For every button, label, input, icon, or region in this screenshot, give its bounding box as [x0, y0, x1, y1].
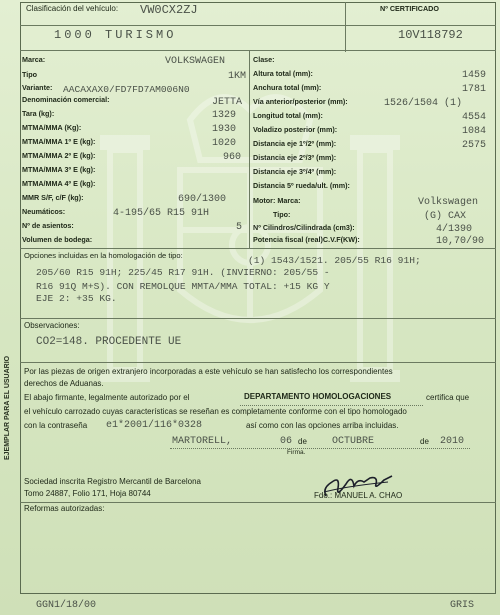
cert-text: Por las piezas de origen extranjero incorporadas a este vehículo se han satisfecho los correspondientes [24, 367, 393, 376]
header-bottom-rule [20, 50, 496, 51]
cert-text: el vehículo carrozado cuyas características se reseñan es completamente conforme con el tipo homologado [24, 407, 407, 416]
field-label: Voladizo posterior (mm): [253, 125, 338, 134]
cert-text: certifica que [426, 393, 470, 402]
options-line: R16 91Q M+S). CON REMOLQUE MMTA/MMA TOTAL: +15 KG Y [36, 281, 330, 292]
field-label: Tara (kg): [22, 109, 55, 118]
classification-value: VW0CX2ZJ [140, 3, 198, 17]
date-dotted-line [170, 448, 470, 449]
day-value: 06 [280, 436, 293, 447]
field-value: 960 [223, 152, 242, 163]
observations-bottom-rule [20, 362, 496, 363]
field-value: 10,70/90 [436, 236, 485, 247]
field-label: Neumáticos: [22, 207, 66, 216]
options-bottom-rule [20, 318, 496, 319]
field-label: Distancia 5º rueda/ult. (mm): [253, 181, 350, 190]
field-label: Altura total (mm): [253, 69, 313, 78]
field-label: Nº Cilindros/Cilindrada (cm3): [253, 223, 355, 232]
field-label: Denominación comercial: [22, 95, 110, 104]
department-name: DEPARTAMENTO HOMOLOGACIONES [244, 392, 392, 401]
cert-bottom-rule [20, 502, 496, 503]
observations-label: Observaciones: [24, 321, 80, 330]
side-label: EJEMPLAR PARA EL USUARIO [4, 355, 11, 460]
field-label: Tipo: [273, 210, 291, 219]
field-value: 1459 [462, 70, 487, 81]
field-label: Tipo [22, 70, 38, 79]
field-label: MMR S/F, c/F (kg): [22, 193, 84, 202]
column-divider [249, 50, 250, 248]
de-text: de [420, 437, 429, 446]
place-value: MARTORELL, [172, 436, 233, 447]
field-value: JETTA [212, 97, 243, 108]
field-value: 1526/1504 (1) [384, 98, 463, 109]
field-label: Clase: [253, 55, 275, 64]
cert-text: con la contraseña [24, 421, 88, 430]
de-text: de [298, 437, 307, 446]
field-label: MTMA/MMA 2º E (kg): [22, 151, 96, 160]
observations-value: CO2=148. PROCEDENTE UE [36, 336, 182, 348]
field-value: 1084 [462, 126, 487, 137]
field-value: 4554 [462, 112, 487, 123]
field-value: 4/1390 [436, 224, 473, 235]
field-label: Motor: Marca: [253, 196, 301, 205]
dept-dotted-line [240, 405, 423, 406]
field-value: 1781 [462, 84, 487, 95]
field-label: Distancia eje 2º/3º (mm): [253, 153, 337, 162]
header-rule [20, 25, 496, 26]
field-label: Distancia eje 1º/2º (mm): [253, 139, 337, 148]
signer-name: Fdo.: MANUEL A. CHAO [314, 491, 403, 500]
field-value: 2575 [462, 140, 487, 151]
field-value: 4-195/65 R15 91H [113, 208, 210, 219]
field-value: 5 [236, 222, 243, 233]
options-line: EJE 2: +35 KG. [36, 293, 117, 304]
category-value: 1000 TURISMO [54, 28, 177, 42]
field-label: Anchura total (mm): [253, 83, 322, 92]
field-label: Variante: [22, 83, 53, 92]
field-value: (G) CAX [424, 211, 467, 222]
classification-label: Clasificación del vehículo: [26, 4, 119, 13]
signature-caption: Firma. [287, 449, 306, 456]
header-divider [345, 2, 346, 52]
field-value: AACAXAX0/FD7FD7AM006N0 [63, 84, 190, 95]
field-label: MTMA/MMA 3º E (kg): [22, 165, 96, 174]
field-label: Nº de asientos: [22, 221, 74, 230]
field-value: Volkswagen [418, 197, 479, 208]
cert-text: El abajo firmante, legalmente autorizado por el [24, 393, 190, 402]
form-code: GGN1/18/00 [36, 600, 97, 611]
field-value: 1930 [212, 124, 237, 135]
field-label: Vía anterior/posterior (mm): [253, 97, 348, 106]
cert-text: derechos de Aduanas. [24, 379, 104, 388]
color-value: GRIS [450, 600, 475, 611]
year-value: 2010 [440, 436, 465, 447]
field-value: 690/1300 [178, 194, 227, 205]
field-label: Marca: [22, 55, 46, 64]
field-label: MTMA/MMA 1º E (kg): [22, 137, 96, 146]
options-line: 205/60 R15 91H; 225/45 R17 91H. (INVIERNO: 205/55 - [36, 267, 330, 278]
month-value: OCTUBRE [332, 436, 375, 447]
fields-bottom-rule [20, 248, 496, 249]
reforms-label: Reformas autorizadas: [24, 504, 105, 513]
field-label: MTMA/MMA (Kg): [22, 123, 82, 132]
certificate-number-label: Nº CERTIFICADO [380, 4, 439, 13]
options-label: Opciones incluidas en la homologación de tipo: [24, 251, 183, 260]
cert-text: así como con las opciones arriba incluidas. [246, 421, 399, 430]
field-label: Potencia fiscal (real)C.V.F(KW): [253, 235, 360, 244]
society-text: Tomo 24887, Folio 171, Hoja 80744 [24, 489, 151, 498]
field-value: 1329 [212, 110, 237, 121]
approval-number: e1*2001/116*0328 [106, 420, 203, 431]
field-value: 1KM [228, 71, 247, 82]
field-label: MTMA/MMA 4º E (kg): [22, 179, 96, 188]
field-label: Longitud total (mm): [253, 111, 323, 120]
field-label: Volumen de bodega: [22, 235, 93, 244]
certificate-number-value: 10V118792 [398, 28, 463, 42]
field-value: 1020 [212, 138, 237, 149]
field-label: Distancia eje 3º/4º (mm): [253, 167, 337, 176]
society-text: Sociedad inscrita Registro Mercantil de Barcelona [24, 477, 201, 486]
options-line: (1) 1543/1521. 205/55 R16 91H; [248, 255, 421, 266]
field-value: VOLKSWAGEN [165, 56, 226, 67]
